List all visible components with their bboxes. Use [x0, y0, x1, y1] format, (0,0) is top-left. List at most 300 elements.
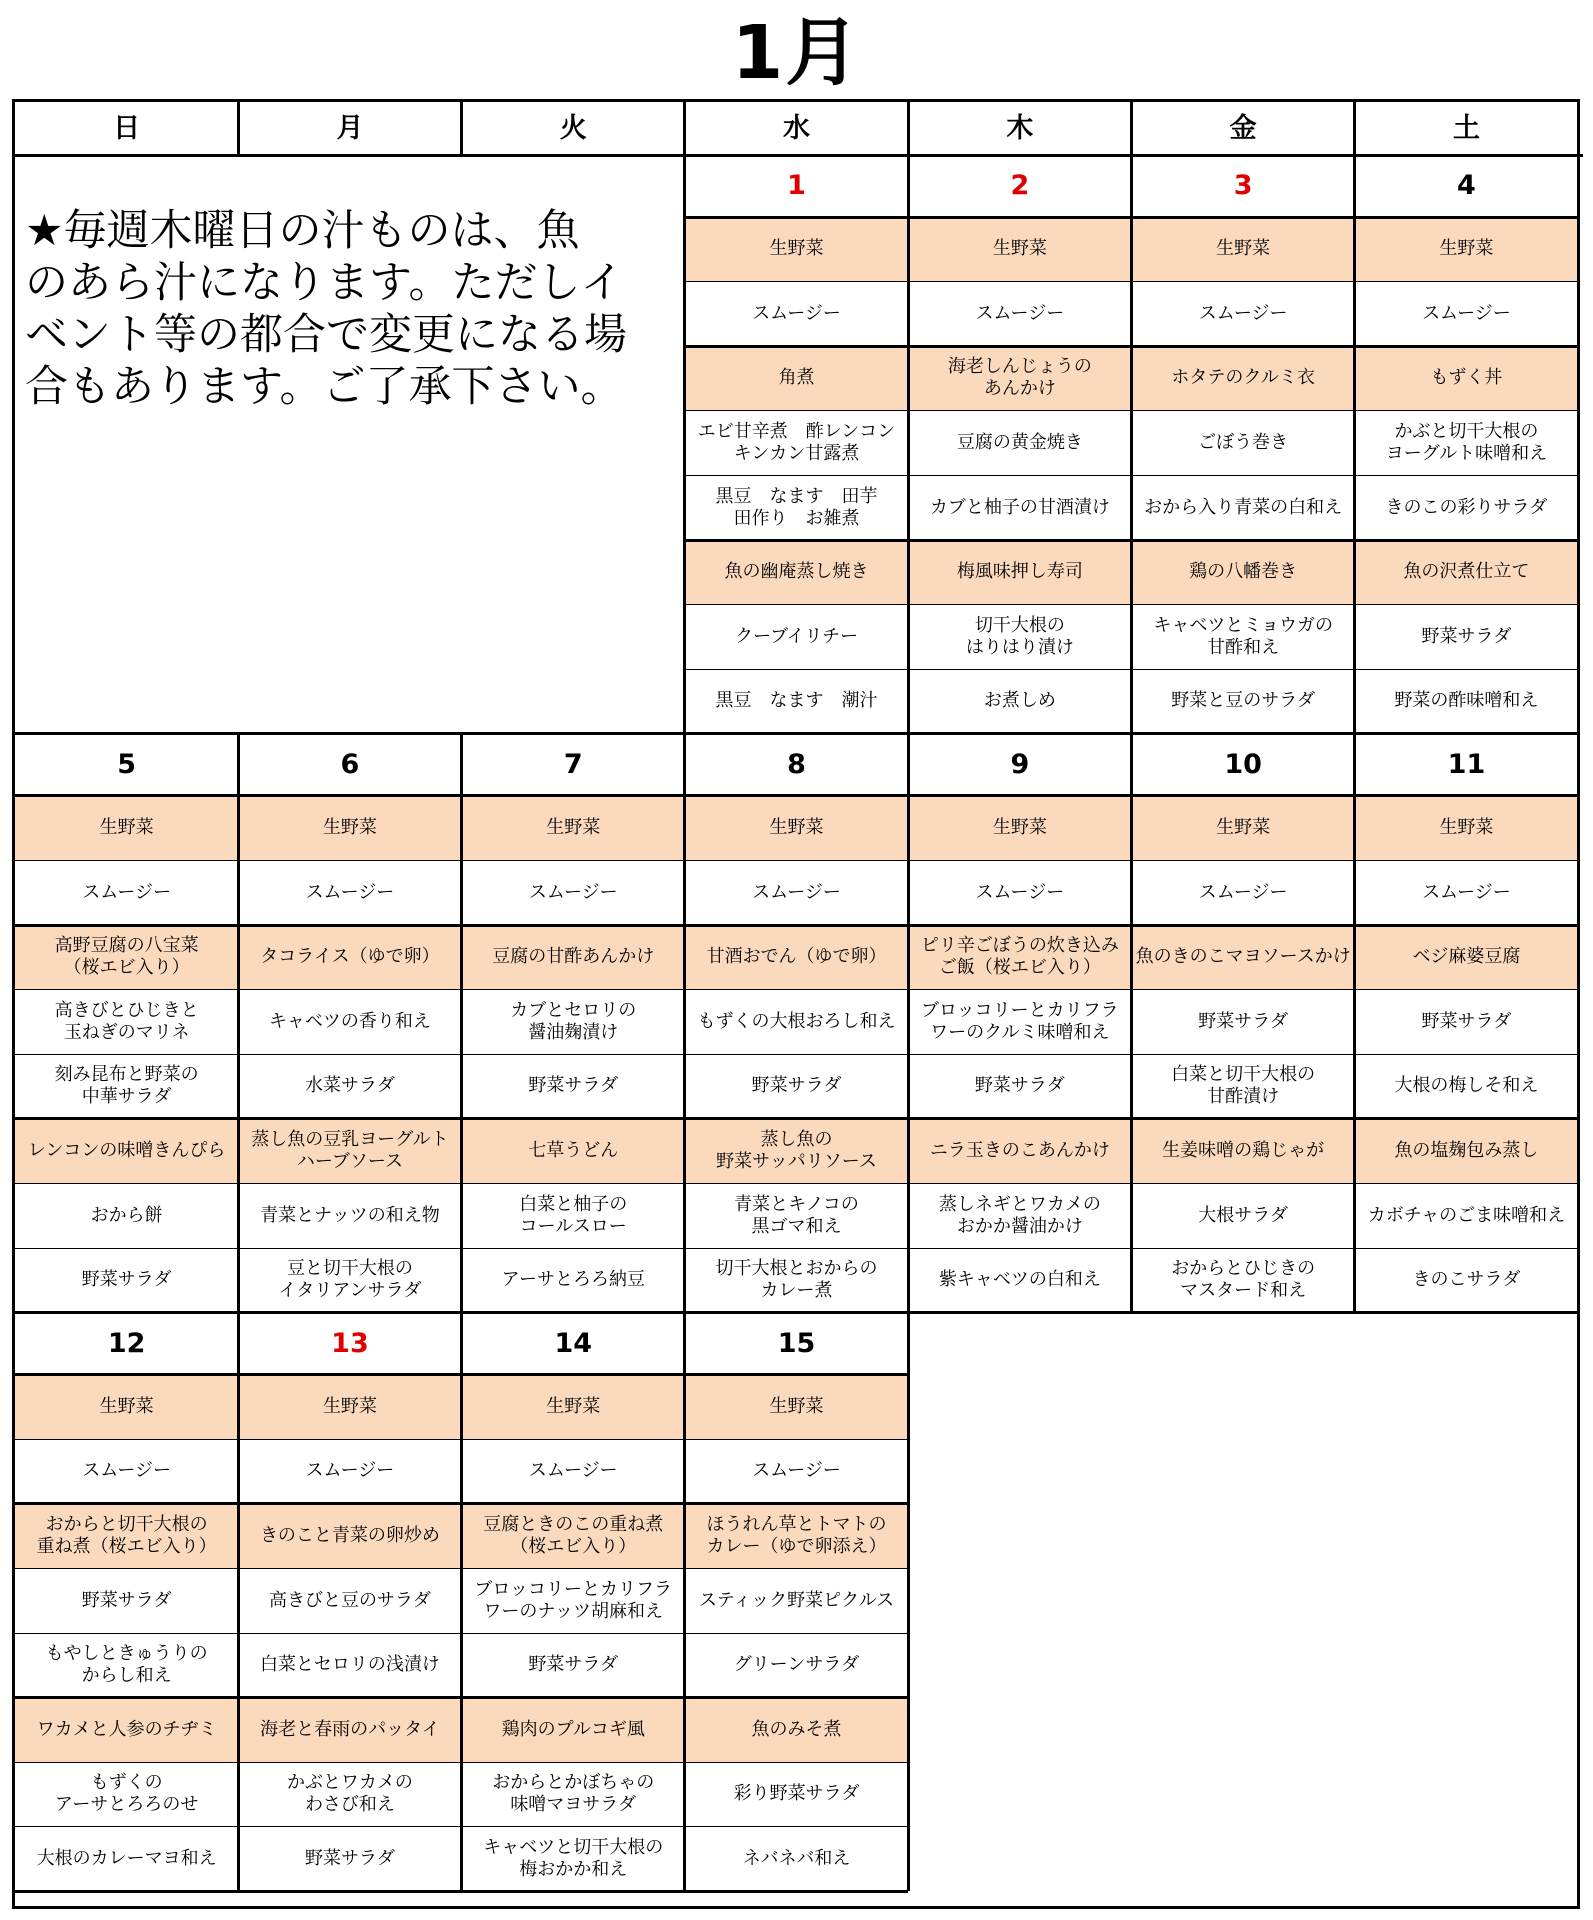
- menu-item: 生野菜: [908, 796, 1131, 861]
- date-cell: 13: [331, 1327, 369, 1359]
- menu-item: 生野菜: [685, 1375, 908, 1440]
- menu-item: 大根のカレーマヨ和え: [36, 1848, 217, 1870]
- menu-item: 彩り野菜サラダ: [733, 1783, 860, 1805]
- menu-item: 魚のみそ煮: [685, 1698, 908, 1763]
- week-divider: [15, 1890, 908, 1893]
- menu-item: スムージー: [82, 1460, 172, 1482]
- row-divider: [462, 1248, 685, 1249]
- row-divider: [685, 1248, 908, 1249]
- menu-item: 鶏の八幡巻き: [1132, 540, 1355, 605]
- row-divider: [685, 732, 908, 735]
- row-divider: [685, 1311, 908, 1314]
- row-divider: [1355, 154, 1578, 157]
- row-divider: [908, 924, 1131, 927]
- row-divider: [685, 924, 908, 927]
- row-divider: [685, 216, 908, 219]
- menu-item: きのこの彩りサラダ: [1385, 496, 1548, 518]
- row-divider: [685, 475, 908, 476]
- row-divider: [685, 410, 908, 411]
- weekday-header: 水: [783, 112, 811, 144]
- row-divider: [685, 989, 908, 990]
- menu-item: 刻み昆布と野菜の 中華サラダ: [54, 1064, 199, 1108]
- row-divider: [238, 794, 461, 797]
- row-divider: [685, 345, 908, 348]
- row-divider: [685, 1762, 908, 1763]
- row-divider: [908, 1248, 1131, 1249]
- row-divider: [1132, 1248, 1355, 1249]
- row-divider: [15, 1568, 238, 1569]
- menu-item: 生野菜: [685, 796, 908, 861]
- column-divider: [683, 734, 686, 1313]
- notice-text: ★毎週木曜日の汁ものは、魚 のあら汁になります。ただしイ ベント等の都合で変更になる場 合もあります。ご了承下さい。: [25, 206, 627, 412]
- row-divider: [238, 1568, 461, 1569]
- menu-item: 生野菜: [685, 217, 908, 282]
- menu-item: カブと柚子の甘酒漬け: [929, 496, 1110, 518]
- column-divider: [1130, 734, 1133, 1313]
- row-divider: [462, 1826, 685, 1827]
- row-divider: [685, 1117, 908, 1120]
- row-divider: [15, 1373, 238, 1376]
- menu-item: 生野菜: [1132, 217, 1355, 282]
- menu-item: もずくの アーサとろろのせ: [54, 1772, 199, 1816]
- menu-item: 野菜サラダ: [1421, 1010, 1512, 1032]
- menu-item: キャベツとミョウガの 甘酢和え: [1153, 614, 1333, 658]
- row-divider: [1132, 1117, 1355, 1120]
- row-divider: [238, 1248, 461, 1249]
- menu-item: タコライス（ゆで卵）: [238, 925, 461, 990]
- row-divider: [15, 1762, 238, 1763]
- menu-item: かぶとワカメの わさび和え: [286, 1772, 413, 1816]
- row-divider: [15, 1054, 238, 1055]
- menu-item: スムージー: [1422, 302, 1511, 324]
- menu-item: かぶと切干大根の ヨーグルト味噌和え: [1385, 421, 1548, 465]
- date-cell: 4: [1457, 170, 1476, 201]
- row-divider: [685, 1696, 908, 1699]
- row-divider: [1132, 345, 1355, 348]
- menu-item: 豆と切干大根の イタリアンサラダ: [278, 1258, 422, 1302]
- row-divider: [1132, 794, 1355, 797]
- menu-item: カボチャのごま味噌和え: [1367, 1204, 1566, 1226]
- menu-item: スムージー: [975, 302, 1065, 324]
- menu-item: 生野菜: [15, 796, 238, 861]
- menu-item: 角煮: [685, 346, 908, 411]
- menu-item: 白菜と切干大根の 甘酢漬け: [1171, 1064, 1316, 1108]
- menu-item: 黒豆 なます 田芋 田作り お雑煮: [715, 485, 878, 529]
- row-divider: [462, 794, 685, 797]
- date-cell: 1: [787, 170, 806, 201]
- row-divider: [908, 281, 1131, 282]
- menu-item: 魚の幽庵蒸し焼き: [685, 540, 908, 605]
- row-divider: [15, 1696, 238, 1699]
- row-divider: [908, 410, 1131, 411]
- row-divider: [238, 1439, 461, 1440]
- weekday-header: 日: [113, 112, 141, 144]
- menu-item: 豆腐の黄金焼き: [956, 432, 1083, 454]
- row-divider: [15, 924, 238, 927]
- menu-item: 魚のきのこマヨソースかけ: [1132, 925, 1355, 990]
- weekday-header: 金: [1229, 112, 1257, 144]
- row-divider: [908, 604, 1131, 605]
- date-cell: 5: [117, 748, 137, 780]
- menu-item: レンコンの味噌きんぴら: [15, 1119, 238, 1184]
- menu-item: スムージー: [528, 881, 618, 903]
- row-divider: [908, 860, 1131, 861]
- row-divider: [1355, 216, 1578, 219]
- menu-item: 野菜サラダ: [751, 1075, 842, 1097]
- column-divider: [1130, 155, 1133, 734]
- menu-item: スムージー: [975, 881, 1065, 903]
- menu-item: クーブイリチー: [734, 625, 859, 647]
- menu-item: 白菜とセロリの浅漬け: [259, 1654, 440, 1676]
- date-cell: 3: [1233, 170, 1253, 201]
- row-divider: [15, 732, 238, 735]
- menu-item: おからとひじきの マスタード和え: [1171, 1258, 1316, 1302]
- menu-item: カブとセロリの 醤油麹漬け: [510, 999, 637, 1043]
- menu-item: 野菜の酢味噌和え: [1394, 690, 1539, 712]
- date-cell: 9: [1010, 748, 1030, 780]
- header-column-divider: [460, 102, 463, 155]
- menu-item: 切干大根の はりはり漬け: [965, 614, 1074, 658]
- row-divider: [1132, 539, 1355, 542]
- row-divider: [238, 1183, 461, 1184]
- row-divider: [1355, 924, 1578, 927]
- row-divider: [462, 1183, 685, 1184]
- row-divider: [685, 539, 908, 542]
- menu-item: キャベツの香り和え: [268, 1010, 431, 1032]
- row-divider: [685, 604, 908, 605]
- menu-item: 野菜サラダ: [81, 1589, 172, 1611]
- column-divider: [1353, 734, 1356, 1313]
- menu-item: スムージー: [1198, 302, 1288, 324]
- menu-item: 鶏肉のプルコギ風: [462, 1698, 685, 1763]
- row-divider: [462, 1696, 685, 1699]
- row-divider: [238, 1311, 461, 1314]
- row-divider: [908, 154, 1131, 157]
- calendar-table: [12, 99, 1580, 1909]
- menu-item: 野菜サラダ: [528, 1654, 619, 1676]
- menu-item: キャベツと切干大根の 梅おかか和え: [483, 1837, 664, 1881]
- menu-item: 野菜サラダ: [81, 1269, 172, 1291]
- date-cell: 15: [777, 1327, 816, 1359]
- menu-item: 黒豆 なます 潮汁: [715, 690, 878, 712]
- menu-item: スムージー: [1198, 881, 1288, 903]
- row-divider: [238, 732, 461, 735]
- date-cell: 6: [340, 748, 360, 780]
- menu-item: 高きびとひじきと 玉ねぎのマリネ: [54, 999, 199, 1043]
- column-divider: [460, 734, 463, 1313]
- row-divider: [1132, 924, 1355, 927]
- menu-item: 蒸しネギとワカメの おかか醤油かけ: [938, 1193, 1101, 1237]
- menu-item: 七草うどん: [462, 1119, 685, 1184]
- menu-item: スムージー: [752, 881, 841, 903]
- menu-item: 大根サラダ: [1198, 1204, 1289, 1226]
- date-cell: 8: [787, 748, 806, 780]
- menu-item: 生野菜: [1355, 217, 1578, 282]
- column-divider: [683, 155, 686, 734]
- row-divider: [685, 1054, 908, 1055]
- row-divider: [462, 1568, 685, 1569]
- menu-item: きのこと青菜の卵炒め: [238, 1504, 461, 1569]
- row-divider: [685, 1439, 908, 1440]
- row-divider: [908, 1054, 1131, 1055]
- menu-item: 蒸し魚の豆乳ヨーグルト ハーブソース: [238, 1119, 461, 1184]
- column-divider: [460, 1313, 463, 1892]
- menu-item: スムージー: [528, 1460, 618, 1482]
- row-divider: [908, 669, 1131, 670]
- row-divider: [238, 1696, 461, 1699]
- row-divider: [685, 281, 908, 282]
- row-divider: [908, 732, 1131, 735]
- row-divider: [238, 1633, 461, 1634]
- menu-item: 紫キャベツの白和え: [938, 1269, 1101, 1291]
- weekday-header: 木: [1006, 112, 1034, 144]
- row-divider: [238, 860, 461, 861]
- weekday-header: 土: [1452, 112, 1480, 144]
- row-divider: [685, 794, 908, 797]
- row-divider: [1355, 989, 1578, 990]
- menu-item: 野菜サラダ: [974, 1075, 1065, 1097]
- row-divider: [908, 1183, 1131, 1184]
- menu-item: おから入り青菜の白和え: [1144, 496, 1343, 518]
- row-divider: [1355, 794, 1578, 797]
- column-divider: [907, 734, 910, 1313]
- date-cell: 10: [1224, 748, 1262, 780]
- row-divider: [15, 989, 238, 990]
- row-divider: [1132, 860, 1355, 861]
- menu-item: ブロッコリーとカリフラ ワーのクルミ味噌和え: [921, 999, 1119, 1043]
- weekday-header: 火: [559, 112, 587, 144]
- menu-item: おからと切干大根の 重ね煮（桜エビ入り）: [15, 1504, 238, 1569]
- menu-item: 生野菜: [462, 1375, 685, 1440]
- row-divider: [1355, 1117, 1578, 1120]
- row-divider: [15, 1117, 238, 1120]
- header-column-divider: [237, 102, 240, 155]
- column-divider: [907, 1313, 910, 1892]
- row-divider: [908, 345, 1131, 348]
- row-divider: [462, 1311, 685, 1314]
- menu-item: 生野菜: [15, 1375, 238, 1440]
- column-divider: [1577, 734, 1580, 1313]
- menu-item: スムージー: [82, 881, 172, 903]
- menu-item: 魚の塩麹包み蒸し: [1355, 1119, 1578, 1184]
- header-column-divider: [907, 102, 910, 155]
- row-divider: [1132, 1183, 1355, 1184]
- row-divider: [15, 1502, 238, 1505]
- row-divider: [15, 1633, 238, 1634]
- menu-item: スムージー: [752, 1460, 841, 1482]
- row-divider: [685, 154, 908, 157]
- menu-item: スティック野菜ピクルス: [698, 1589, 895, 1611]
- menu-item: 豆腐ときのこの重ね煮 （桜エビ入り）: [462, 1504, 685, 1569]
- row-divider: [685, 1373, 908, 1376]
- menu-item: アーサとろろ納豆: [501, 1269, 645, 1291]
- menu-item: 青菜とキノコの 黒ゴマ和え: [734, 1193, 859, 1237]
- menu-item: エビ甘辛煮 酢レンコン キンカン甘露煮: [697, 421, 896, 465]
- row-divider: [1132, 475, 1355, 476]
- date-cell: 2: [1010, 170, 1030, 201]
- date-cell: 14: [554, 1327, 593, 1359]
- row-divider: [462, 989, 685, 990]
- row-divider: [908, 794, 1131, 797]
- date-cell: 12: [107, 1327, 146, 1359]
- menu-item: ワカメと人参のチヂミ: [15, 1698, 238, 1763]
- row-divider: [238, 1502, 461, 1505]
- menu-item: 蒸し魚の 野菜サッパリソース: [685, 1119, 908, 1184]
- menu-item: 野菜サラダ: [528, 1075, 619, 1097]
- row-divider: [462, 1117, 685, 1120]
- row-divider: [462, 924, 685, 927]
- row-divider: [238, 1117, 461, 1120]
- row-divider: [1132, 410, 1355, 411]
- menu-item: 生野菜: [908, 217, 1131, 282]
- menu-item: ブロッコリーとカリフラ ワーのナッツ胡麻和え: [474, 1578, 673, 1622]
- menu-item: ごぼう巻き: [1198, 432, 1289, 454]
- menu-item: 甘酒おでん（ゆで卵）: [685, 925, 908, 990]
- row-divider: [1355, 604, 1578, 605]
- menu-item: 海老しんじょうの あんかけ: [908, 346, 1131, 411]
- row-divider: [15, 1439, 238, 1440]
- menu-item: 豆腐の甘酢あんかけ: [462, 925, 685, 990]
- row-divider: [15, 1248, 238, 1249]
- row-divider: [462, 1054, 685, 1055]
- row-divider: [238, 924, 461, 927]
- row-divider: [685, 1826, 908, 1827]
- menu-item: スムージー: [305, 881, 395, 903]
- row-divider: [462, 1439, 685, 1440]
- row-divider: [1355, 860, 1578, 861]
- menu-item: もずく丼: [1355, 346, 1578, 411]
- menu-item: ベジ麻婆豆腐: [1355, 925, 1578, 990]
- row-divider: [908, 216, 1131, 219]
- menu-item: 高野豆腐の八宝菜 （桜エビ入り）: [15, 925, 238, 990]
- column-divider: [907, 155, 910, 734]
- menu-item: 魚の沢煮仕立て: [1355, 540, 1578, 605]
- menu-item: 生野菜: [238, 796, 461, 861]
- menu-item: 大根の梅しそ和え: [1394, 1075, 1539, 1097]
- row-divider: [238, 1762, 461, 1763]
- row-divider: [1355, 410, 1578, 411]
- menu-item: 切干大根とおからの カレー煮: [715, 1258, 878, 1302]
- row-divider: [462, 1633, 685, 1634]
- column-divider: [1353, 155, 1356, 734]
- menu-item: 梅風味押し寿司: [908, 540, 1131, 605]
- row-divider: [1355, 1054, 1578, 1055]
- weekday-header: 月: [336, 112, 364, 144]
- menu-item: 白菜と柚子の コールスロー: [519, 1193, 628, 1237]
- row-divider: [1132, 1054, 1355, 1055]
- header-column-divider: [1130, 102, 1133, 155]
- row-divider: [15, 860, 238, 861]
- menu-item: おからとかぼちゃの 味噌マヨサラダ: [492, 1772, 655, 1816]
- menu-item: 高きびと豆のサラダ: [269, 1589, 431, 1611]
- row-divider: [238, 1826, 461, 1827]
- menu-item: ピリ辛ごぼうの炊き込み ご飯（桜エビ入り）: [908, 925, 1131, 990]
- menu-item: グリーンサラダ: [733, 1654, 860, 1676]
- row-divider: [1355, 669, 1578, 670]
- menu-item: 生野菜: [1355, 796, 1578, 861]
- row-divider: [1355, 1183, 1578, 1184]
- menu-item: ネバネバ和え: [742, 1848, 851, 1870]
- column-divider: [1577, 155, 1580, 734]
- row-divider: [462, 1373, 685, 1376]
- row-divider: [1132, 154, 1355, 157]
- row-divider: [1355, 345, 1578, 348]
- menu-item: ホタテのクルミ衣: [1132, 346, 1355, 411]
- column-divider: [237, 1313, 240, 1892]
- date-cell: 11: [1447, 748, 1486, 780]
- menu-item: スムージー: [1422, 881, 1511, 903]
- row-divider: [462, 1502, 685, 1505]
- row-divider: [1355, 475, 1578, 476]
- row-divider: [1132, 216, 1355, 219]
- date-cell: 7: [563, 748, 583, 780]
- menu-item: 生姜味噌の鶏じゃが: [1132, 1119, 1355, 1184]
- header-column-divider: [683, 102, 686, 155]
- row-divider: [685, 1183, 908, 1184]
- row-divider: [908, 475, 1131, 476]
- menu-item: もやしときゅうりの からし和え: [45, 1643, 208, 1687]
- column-divider: [237, 734, 240, 1313]
- row-divider: [15, 794, 238, 797]
- page-title: 1月: [731, 10, 862, 96]
- row-divider: [15, 1311, 238, 1314]
- menu-item: おから餅: [90, 1204, 163, 1226]
- menu-item: 生野菜: [238, 1375, 461, 1440]
- row-divider: [1355, 539, 1578, 542]
- column-divider: [683, 1313, 686, 1892]
- menu-item: 生野菜: [1132, 796, 1355, 861]
- row-divider: [685, 669, 908, 670]
- row-divider: [462, 860, 685, 861]
- menu-item: ほうれん草とトマトの カレー（ゆで卵添え）: [685, 1504, 908, 1569]
- menu-item: 生野菜: [462, 796, 685, 861]
- row-divider: [238, 1054, 461, 1055]
- row-divider: [685, 1502, 908, 1505]
- menu-item: スムージー: [752, 302, 841, 324]
- row-divider: [685, 860, 908, 861]
- menu-item: 水菜サラダ: [305, 1075, 395, 1097]
- header-column-divider: [1353, 102, 1356, 155]
- row-divider: [1132, 281, 1355, 282]
- row-divider: [1355, 1248, 1578, 1249]
- row-divider: [908, 1117, 1131, 1120]
- row-divider: [685, 1568, 908, 1569]
- menu-item: ニラ玉きのこあんかけ: [908, 1119, 1131, 1184]
- menu-item: 野菜サラダ: [1421, 625, 1512, 647]
- row-divider: [15, 1826, 238, 1827]
- row-divider: [685, 1633, 908, 1634]
- menu-item: 野菜と豆のサラダ: [1171, 690, 1316, 712]
- menu-item: もずくの大根おろし和え: [697, 1010, 896, 1032]
- row-divider: [908, 989, 1131, 990]
- row-divider: [1355, 281, 1578, 282]
- row-divider: [908, 539, 1131, 542]
- row-divider: [238, 1373, 461, 1376]
- menu-item: 野菜サラダ: [305, 1848, 395, 1870]
- menu-item: 海老と春雨のパッタイ: [238, 1698, 461, 1763]
- menu-item: きのこサラダ: [1412, 1269, 1521, 1291]
- row-divider: [1132, 604, 1355, 605]
- row-divider: [1132, 732, 1355, 735]
- menu-item: スムージー: [305, 1460, 395, 1482]
- menu-item: 野菜サラダ: [1198, 1010, 1289, 1032]
- row-divider: [462, 1762, 685, 1763]
- row-divider: [462, 732, 685, 735]
- row-divider: [1355, 732, 1578, 735]
- row-divider: [238, 989, 461, 990]
- row-divider: [1132, 669, 1355, 670]
- menu-item: 青菜とナッツの和え物: [260, 1204, 440, 1226]
